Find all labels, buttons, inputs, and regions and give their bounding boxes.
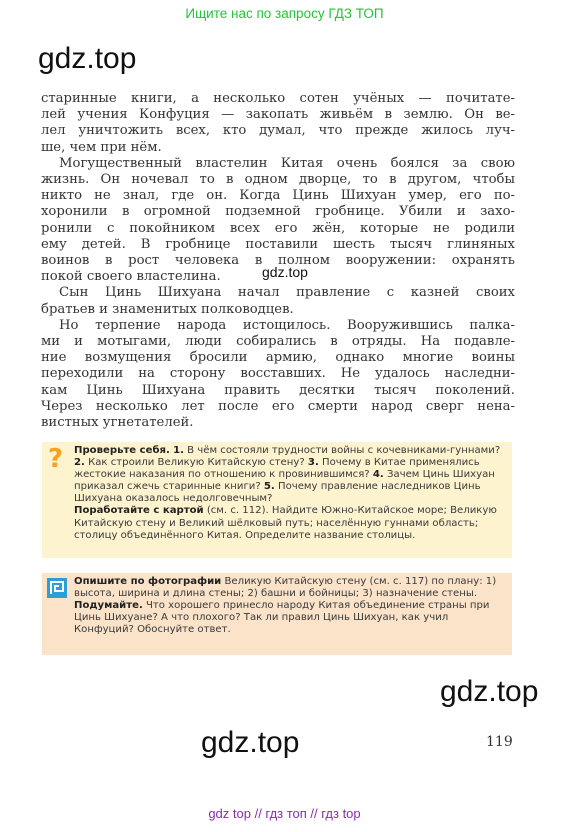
text-line: Сын Цинь Шихуана начал правление с казней своих: [59, 285, 515, 301]
text-line: кам Цинь Шихуана править десятки тысяч поколений.: [41, 382, 515, 398]
text-line: никто не знал, где он. Когда Цинь Шихуан умер, его по-: [41, 188, 515, 204]
text-line: воинов в рост человека в полном вооружении: охранять: [41, 253, 515, 269]
question-number: 5.: [263, 481, 275, 493]
text-line: Но терпение народа истощилось. Вооружившись палка-: [59, 317, 515, 333]
text-line: жизнь. Он ночевал то в одном дворце, то в другом, чтобы: [41, 172, 515, 188]
text-line: ми и мотыгами, люди собирались в отряды. На подавле-: [41, 334, 515, 350]
watermark: gdz.top: [38, 42, 137, 75]
text-line: ронили с покойником всех его жён, которые не родили: [41, 220, 515, 236]
question: Почему правление наследников Цинь Шихуана оказалось недолговечным?: [74, 481, 481, 505]
think-text: Что хорошего принесло народу Китая объединение страны при Цинь Шихуане? А что плохого? Так ли правил Цинь Шихуан, как учил Конфуций? Обоснуйте ответ.: [74, 600, 490, 636]
text-line: лел уничтожить всех, кто думал, что прежде жилось луч-: [41, 123, 515, 139]
text-line: хоронили в огромной подземной гробнице. Убили и захо-: [41, 204, 515, 220]
search-banner: Ищите нас по запросу ГДЗ ТОП: [185, 6, 384, 21]
text-line: ше, чем при нём.: [41, 139, 162, 155]
question-number: 1.: [173, 445, 184, 456]
photo-task-text: [74, 576, 508, 636]
box-title: Опишите по фотографии: [74, 576, 222, 587]
text-line: ние возмущения бросили армию, однако многие воины: [41, 350, 515, 366]
question: Почему в Китае применялись жестокие наказания по отношению к провинившимся?: [74, 457, 480, 481]
photo-task-box: [42, 573, 512, 655]
box-title: Проверьте себя.: [74, 445, 170, 456]
text-line: вистных угнетателей.: [41, 415, 194, 431]
watermark: gdz.top: [440, 675, 539, 708]
watermark: gdz.top: [262, 264, 308, 280]
map-task-text: (см. с. 112). Найдите Южно-Китайское море; Великую Китайскую стену и Великий шёлковый путь; населённую гуннами область; столицу объединённого Китая. Определите название столицы.: [74, 505, 497, 541]
footer-links: gdz top // гдз топ // гдз top: [208, 806, 361, 821]
main-text: [41, 91, 515, 431]
text-line: переходили на сторону восставших. Не удалось наследни-: [41, 366, 515, 382]
question-mark-icon: ?: [48, 444, 64, 474]
text-line: Через несколько лет после его смерти народ сверг нена-: [41, 398, 515, 414]
check-yourself-text: [74, 445, 508, 542]
question-number: 4.: [372, 469, 384, 481]
spiral-icon: [47, 578, 67, 598]
text-line: лей учения Конфуция — закопать живьём в землю. Он ве-: [41, 107, 515, 123]
question: Как строили Великую Китайскую стену?: [88, 457, 305, 469]
text-line: покой своего властелина.: [41, 269, 221, 285]
check-yourself-box: [42, 442, 512, 558]
text-line: ему детей. В гробнице поставили шесть тысяч глиняных: [41, 236, 515, 252]
map-task-title: Поработайте с картой: [74, 505, 204, 517]
question: Зачем Цинь Шихуан приказал сжечь старинные книги?: [74, 469, 495, 493]
text-line: Могущественный властелин Китая очень боялся за свою: [59, 155, 515, 171]
page-number: 119: [486, 734, 513, 750]
question-number: 3.: [307, 457, 319, 469]
text-line: старинные книги, а несколько сотен учёных — почитате-: [41, 91, 515, 106]
question-number: 2.: [74, 457, 85, 469]
question: В чём состояли трудности войны с кочевниками-гуннами?: [187, 445, 501, 456]
photo-task-body: Великую Китайскую стену (см. с. 117) по плану: 1) высота, ширина и длина стены; 2) башни и бойницы; 3) назначение стены.: [74, 576, 497, 600]
think-title: Подумайте.: [74, 600, 143, 612]
watermark: gdz.top: [201, 726, 300, 759]
text-line: братьев и знаменитых полководцев.: [41, 301, 294, 317]
